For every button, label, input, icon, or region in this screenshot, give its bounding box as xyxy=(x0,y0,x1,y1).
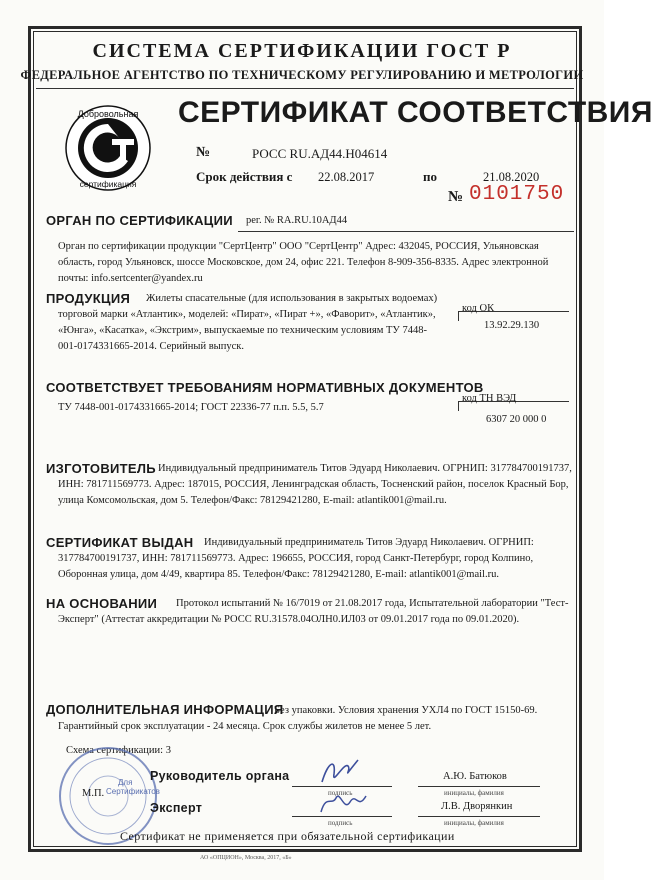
basis-text: Протокол испытаний № 16/7019 от 21.08.2017 года, Испытательной лаборатории "Тест-Эксперт" (Аттестат аккредитации № РОСС RU.31578.04ОЛН0.ИЛ03 от 09.01.2017 года по 09.01.2020). xyxy=(58,598,569,625)
system-title: СИСТЕМА СЕРТИФИКАЦИИ ГОСТ Р xyxy=(92,40,512,62)
basis-heading: НА ОСНОВАНИИ xyxy=(46,596,158,611)
head-name-line xyxy=(418,786,540,787)
footer-note: Сертификат не применяется при обязательной сертификации xyxy=(120,829,455,843)
number-label: № xyxy=(196,145,211,160)
tnved-code-label: код ТН ВЭД xyxy=(462,393,517,404)
valid-to: 21.08.2020 xyxy=(483,170,540,184)
organ-heading: ОРГАН ПО СЕРТИФИКАЦИИ xyxy=(46,213,233,228)
head-label: Руководитель органа xyxy=(150,769,290,783)
stamp-text-1: Для xyxy=(118,778,133,787)
expert-signature-icon xyxy=(318,786,370,820)
product-heading: ПРОДУКЦИЯ xyxy=(46,291,131,306)
conformity-heading: СООТВЕТСТВУЕТ ТРЕБОВАНИЯМ НОРМАТИВНЫХ ДОКУМЕНТОВ xyxy=(46,380,484,395)
head-sig-caption: подпись xyxy=(328,789,353,797)
head-name: А.Ю. Батюков xyxy=(443,771,507,782)
validity-label: Срок действия с xyxy=(196,169,293,184)
mp-label: М.П. xyxy=(82,788,105,799)
okp-code-label: код ОК xyxy=(462,303,495,314)
logo-bottom-text: сертификация xyxy=(79,179,137,189)
okp-code-box xyxy=(458,303,574,343)
expert-name: Л.В. Дворянкин xyxy=(441,801,513,812)
organ-underline xyxy=(238,231,574,232)
valid-from: 22.08.2017 xyxy=(318,170,375,184)
to-label: по xyxy=(423,169,437,184)
certificate-number: РОСС RU.АД44.Н04614 xyxy=(252,146,388,161)
tnved-code-box xyxy=(458,393,574,433)
printer-line: АО «ОПЦИОН», Москва, 2017, «Б» xyxy=(200,855,292,861)
header-divider xyxy=(36,88,574,89)
additional-heading: ДОПОЛНИТЕЛЬНАЯ ИНФОРМАЦИЯ xyxy=(46,702,284,717)
expert-name-line xyxy=(418,816,540,817)
certificate-title: СЕРТИФИКАТ СООТВЕТСТВИЯ xyxy=(178,96,653,129)
agency-title: ФЕДЕРАЛЬНОЕ АГЕНТСТВО ПО ТЕХНИЧЕСКОМУ РЕГУЛИРОВАНИЮ И МЕТРОЛОГИИ xyxy=(20,68,584,82)
organ-reg: рег. № RA.RU.10АД44 xyxy=(246,215,348,226)
logo-top-text: Добровольная xyxy=(77,109,139,119)
manufacturer-heading: ИЗГОТОВИТЕЛЬ xyxy=(46,461,156,476)
tnved-code: 6307 20 000 0 xyxy=(486,414,547,425)
conformity-text: ТУ 7448-001-0174331665-2014; ГОСТ 22336-77 п.п. 5.5, 5.7 xyxy=(58,402,324,413)
issued-to-heading: СЕРТИФИКАТ ВЫДАН xyxy=(46,535,194,550)
rst-logo-icon xyxy=(64,104,152,192)
expert-name-caption: инициалы, фамилия xyxy=(444,819,504,827)
okp-code: 13.92.29.130 xyxy=(484,320,540,331)
serial-label: № xyxy=(448,189,464,205)
expert-label: Эксперт xyxy=(150,801,203,815)
stamp-text-2: Сертификатов xyxy=(106,787,160,796)
serial-number: 0101750 xyxy=(469,183,565,206)
manufacturer-text: Индивидуальный предприниматель Титов Эдуард Николаевич. ОГРНИП: 317784700191737, ИНН: 781711569773. Адрес: 187015, РОССИЯ, Ленинградская область, Тосненский район, поселок Красный Бор, улица Комсомольская, дом 5. Телефон/Факс: 78129421280, E-mail: atlantik001@mail.ru. xyxy=(58,463,572,506)
expert-sig-caption: подпись xyxy=(328,819,353,827)
organ-text: Орган по сертификации продукции "СертЦентр" ООО "СертЦентр" Адрес: 432045, РОССИЯ, Ульяновская область, город Ульяновск, шоссе Московское, дом 24, офис 221. Телефон 8-909-356-8335. Адрес электронной почты: info.sertcenter@yandex.ru xyxy=(58,241,549,284)
additional-text: Без упаковки. Условия хранения УХЛ4 по ГОСТ 15150-69. Гарантийный срок эксплуатации - 24 месяца. Срок службы жилетов не менее 5 лет. xyxy=(58,705,538,732)
product-text: Жилеты спасательные (для использования в закрытых водоемах) торговой марки «Атлантик», моделей: «Пират», «Пират +», «Фаворит», «Атлантик», «Юнга», «Касатка», «Экстрим», выпускаемые по техническим условиям ТУ 7448-001-0174331665-2014. Серийный выпуск. xyxy=(58,293,438,352)
certification-scheme: Схема сертификации: 3 xyxy=(66,745,171,756)
rst-logo xyxy=(64,104,152,192)
head-name-caption: инициалы, фамилия xyxy=(444,789,504,797)
issued-to-text: Индивидуальный предприниматель Титов Эдуард Николаевич. ОГРНИП: 317784700191737, ИНН: 781711569773. Адрес: 196655, РОССИЯ, город Санкт-Петербург, город Колпино, Оборонная улица, дом 4/49, квартира 85. Телефон/Факс: 78129421280, E-mail: atlantik001@mail.ru. xyxy=(58,537,534,580)
